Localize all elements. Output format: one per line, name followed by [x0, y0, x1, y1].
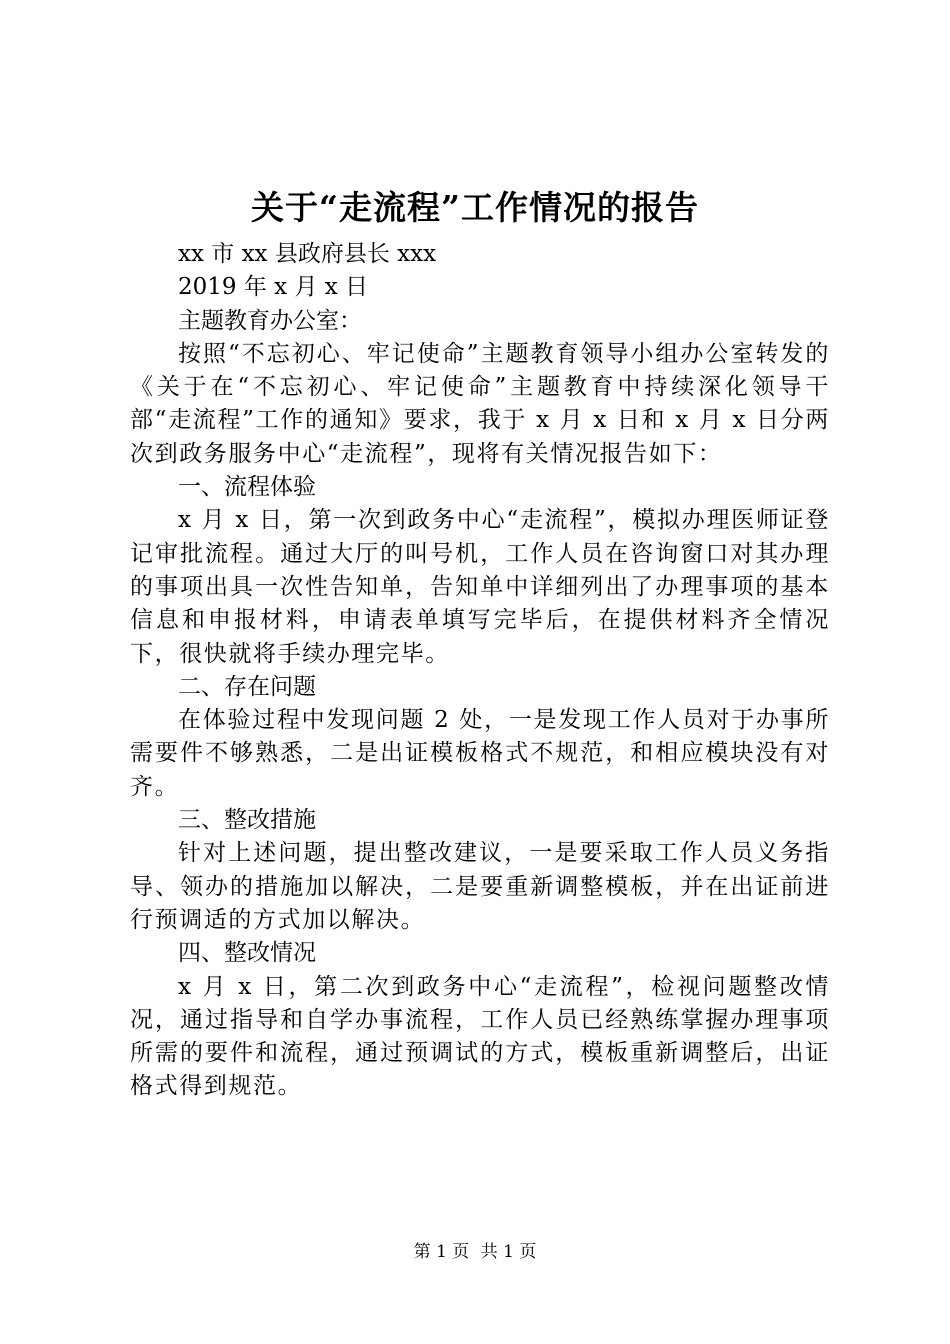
page-total: 共 1 页	[480, 1242, 537, 1262]
section-heading: 三、整改措施	[178, 807, 316, 834]
section-body: 在体验过程中发现问题 2 处，一是发现工作人员对于办事所需要件不够熟悉，二是出证模板格式不规范，和相应模块没有对齐。	[130, 707, 830, 800]
document-title: 关于“走流程”工作情况的报告	[251, 188, 699, 227]
date-line: 2019 年 x 月 x 日	[178, 274, 369, 301]
page-number: 第 1 页	[413, 1242, 470, 1262]
document-body	[130, 238, 830, 1104]
section-heading: 四、整改情况	[178, 940, 316, 967]
section-body: 针对上述问题，提出整改建议，一是要采取工作人员义务指导、领办的措施加以解决，二是要重新调整模板，并在出证前进行预调适的方式加以解决。	[130, 840, 830, 933]
section-heading: 二、存在问题	[178, 673, 316, 700]
intro-paragraph: 按照“不忘初心、牢记使命”主题教育领导小组办公室转发的《关于在“不忘初心、牢记使命”主题教育中持续深化领导干部“走流程”工作的通知》要求，我于 x 月 x 日和 x 月 x 日分两次到政务服务中心“走流程”，现将有关情况报告如下：	[130, 340, 830, 467]
page-footer	[0, 1240, 950, 1264]
author-line: xx 市 xx 县政府县长 xxx	[178, 241, 437, 267]
section-heading: 一、流程体验	[178, 474, 316, 501]
section-body: x 月 x 日，第二次到政务中心“走流程”，检视问题整改情况，通过指导和自学办事流程，工作人员已经熟练掌握办理事项所需的要件和流程，通过预调试的方式，模板重新调整后，出证格式得到规范。	[130, 973, 830, 1100]
section-body: x 月 x 日，第一次到政务中心“走流程”，模拟办理医师证登记审批流程。通过大厅的叫号机，工作人员在咨询窗口对其办理的事项出具一次性告知单，告知单中详细列出了办理事项的基本信息和申报材料，申请表单填写完毕后，在提供材料齐全情况下，很快就将手续办理完毕。	[130, 507, 830, 667]
addressee: 主题教育办公室：	[178, 307, 362, 334]
